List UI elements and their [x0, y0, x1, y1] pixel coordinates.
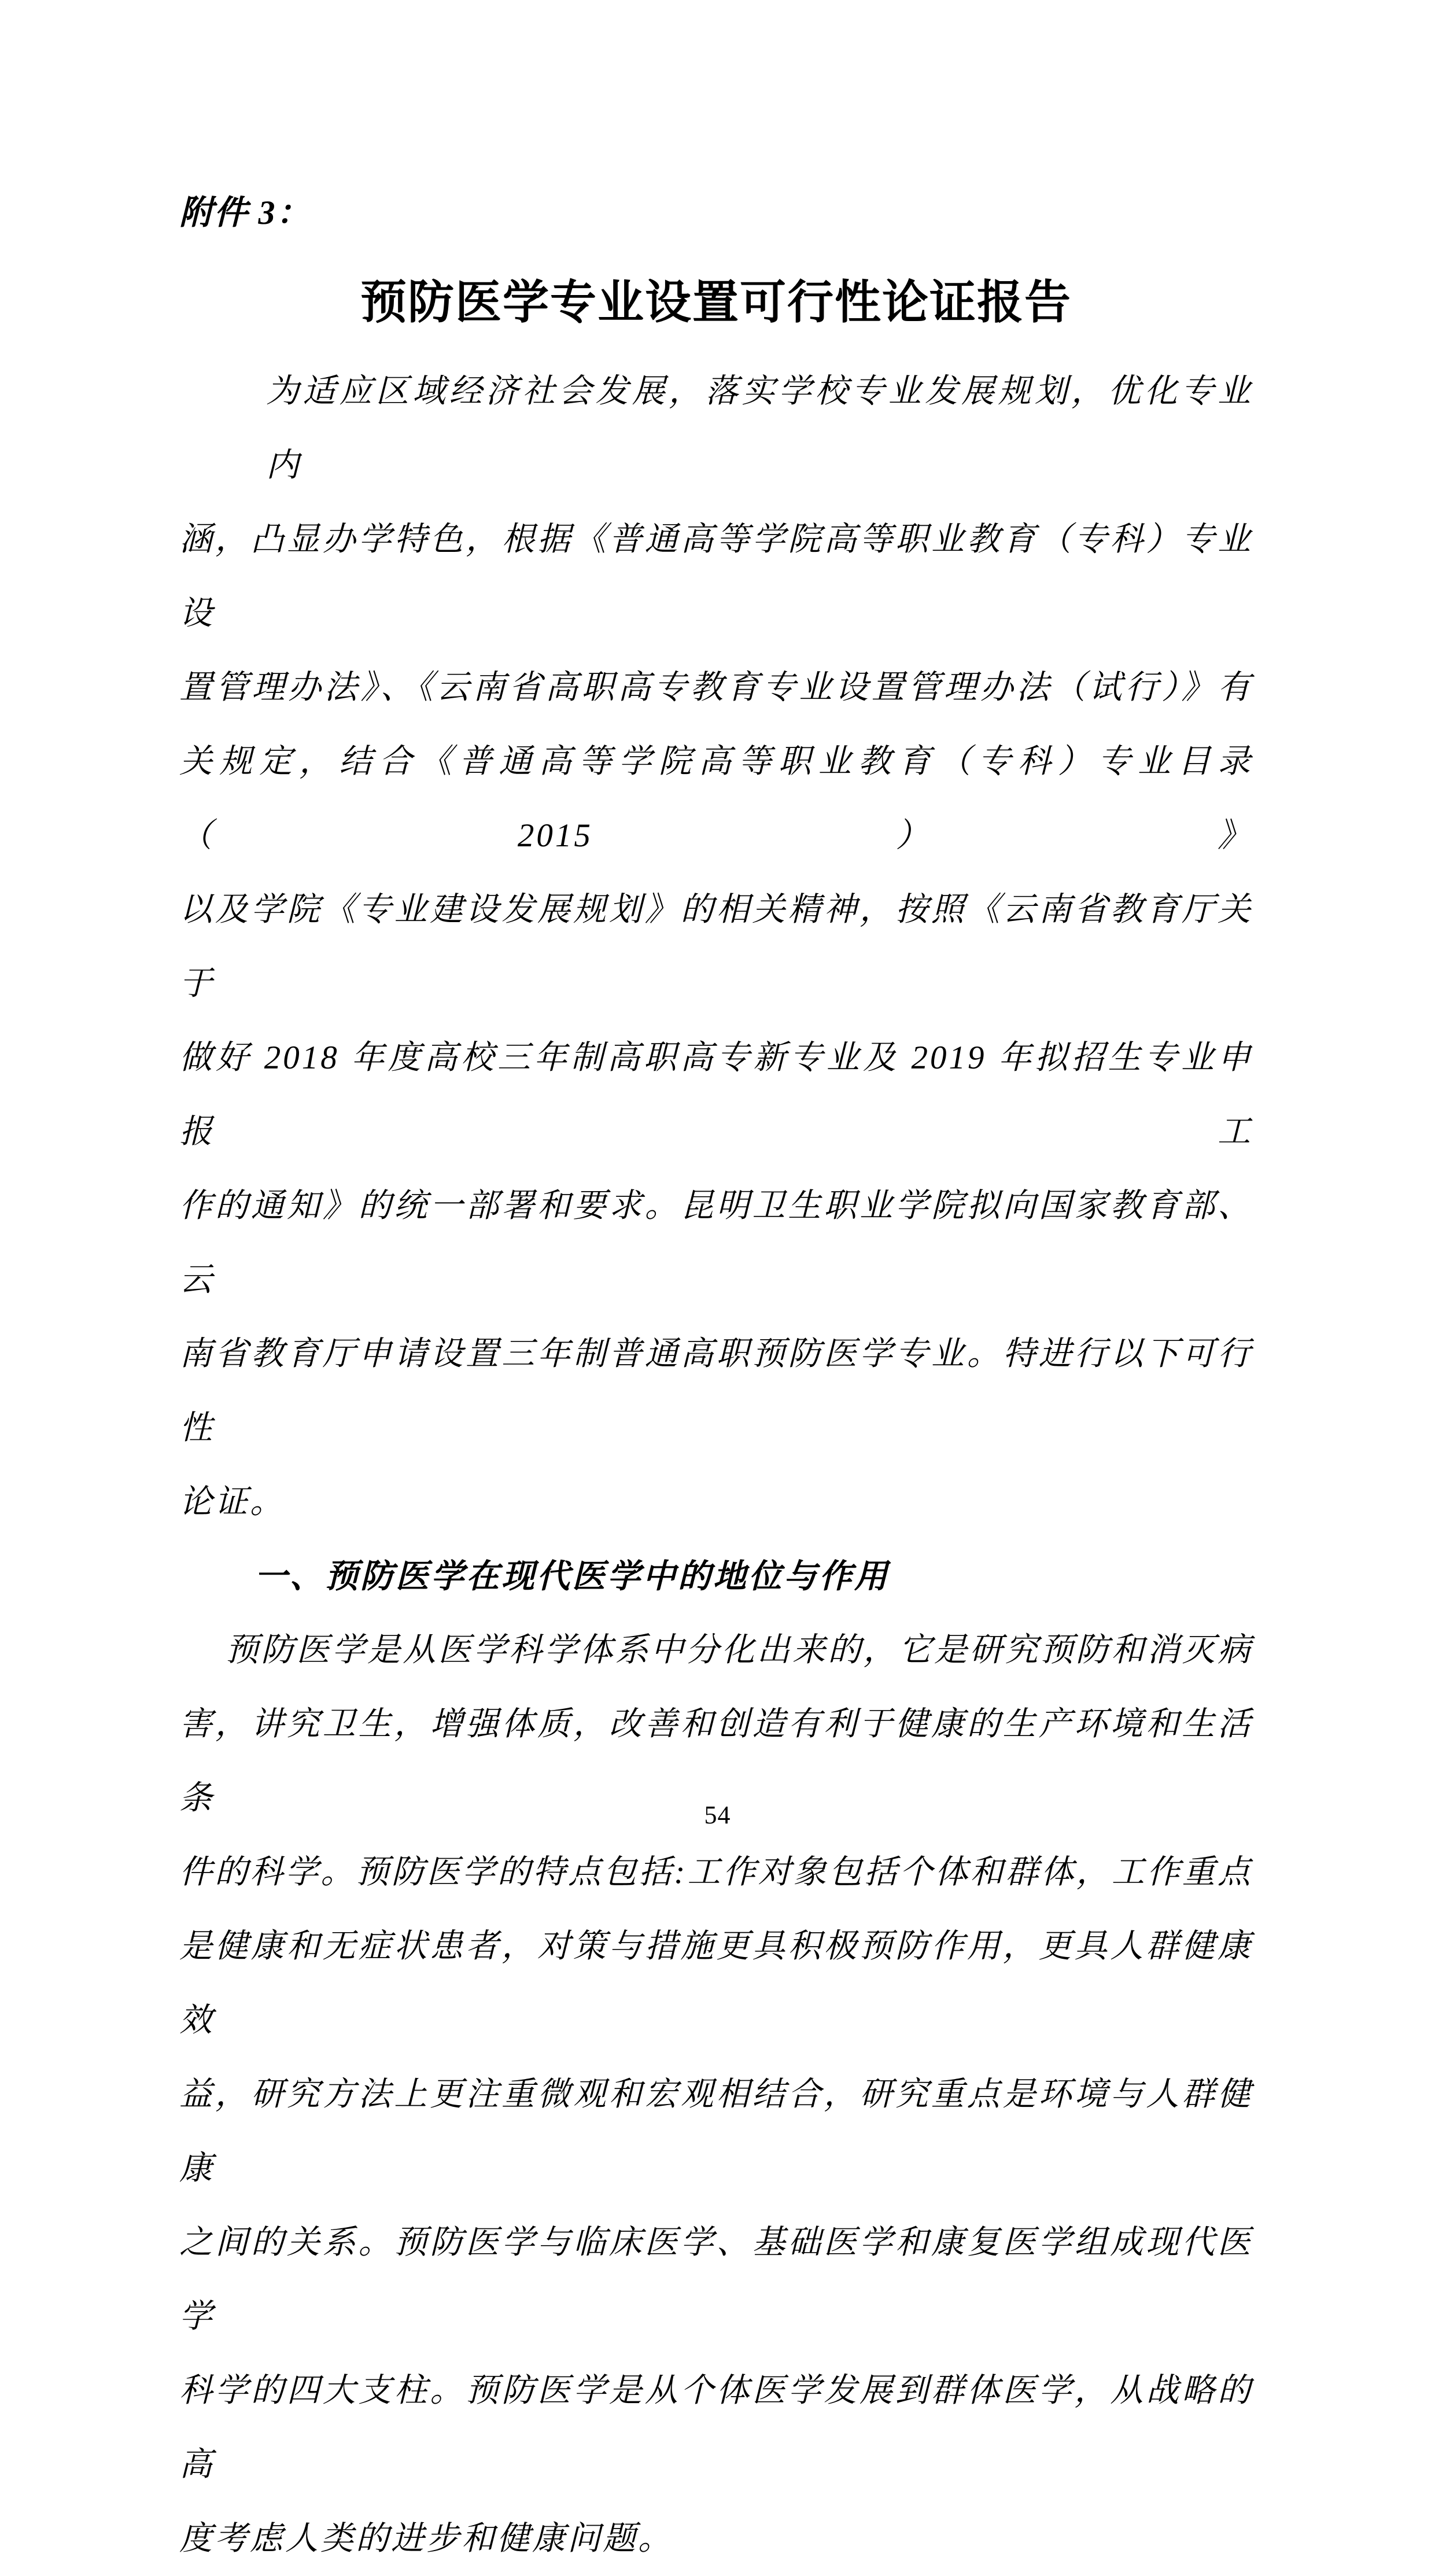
paragraph1-line: 关规定，结合《普通高等学院高等职业教育（专科）专业目录（2015）》	[179, 743, 1253, 854]
paragraph2-line: 之间的关系。预防医学与临床医学、基础医学和康复医学组成现代医学	[179, 2224, 1253, 2335]
paragraph1-line: 南省教育厅申请设置三年制普通高职预防医学专业。特进行以下可行性	[179, 1336, 1253, 1446]
paragraph2-line: 预防医学是从医学科学体系中分化出来的，它是研究预防和消灭病	[226, 1632, 1253, 1668]
paragraph1-line: 置管理办法》、《云南省高职高专教育专业设置管理办法（试行）》有	[179, 669, 1253, 706]
paragraph2-line: 度考虑人类的进步和健康问题。	[179, 2520, 673, 2557]
paragraph2-line: 科学的四大支柱。预防医学是从个体医学发展到群体医学，从战略的高	[179, 2372, 1253, 2483]
body-text	[179, 355, 1253, 2576]
paragraph1-line: 做好 2018 年度高校三年制高职高专新专业及 2019 年拟招生专业申报工	[179, 1040, 1253, 1150]
paragraph1-line: 作的通知》的统一部署和要求。昆明卫生职业学院拟向国家教育部、云	[179, 1188, 1253, 1298]
paragraph1-line: 论证。	[179, 1484, 285, 1520]
attachment-label: 附件 3：	[179, 194, 311, 231]
paragraph2-line: 是健康和无症状患者，对策与措施更具积极预防作用，更具人群健康效	[179, 1928, 1253, 2039]
paragraph1-line: 为适应区域经济社会发展，落实学校专业发展规划，优化专业内	[266, 373, 1253, 484]
section-heading: 一、预防医学在现代医学中的地位与作用	[254, 1558, 890, 1595]
page-number: 54	[704, 1801, 731, 1829]
paragraph1-line: 以及学院《专业建设发展规划》的相关精神，按照《云南省教育厅关于	[179, 891, 1253, 1002]
page-title: 预防医学专业设置可行性论证报告	[360, 277, 1072, 328]
paragraph1-line: 涵，凸显办学特色，根据《普通高等学院高等职业教育（专科）专业设	[179, 521, 1253, 632]
paragraph2-line: 害，讲究卫生，增强体质，改善和创造有利于健康的生产环境和生活条	[179, 1706, 1253, 1816]
paragraph2-line: 件的科学。预防医学的特点包括:工作对象包括个体和群体，工作重点	[179, 1854, 1253, 1890]
paragraph2-line: 益，研究方法上更注重微观和宏观相结合，研究重点是环境与人群健康	[179, 2076, 1253, 2187]
page-content	[179, 191, 1253, 2576]
